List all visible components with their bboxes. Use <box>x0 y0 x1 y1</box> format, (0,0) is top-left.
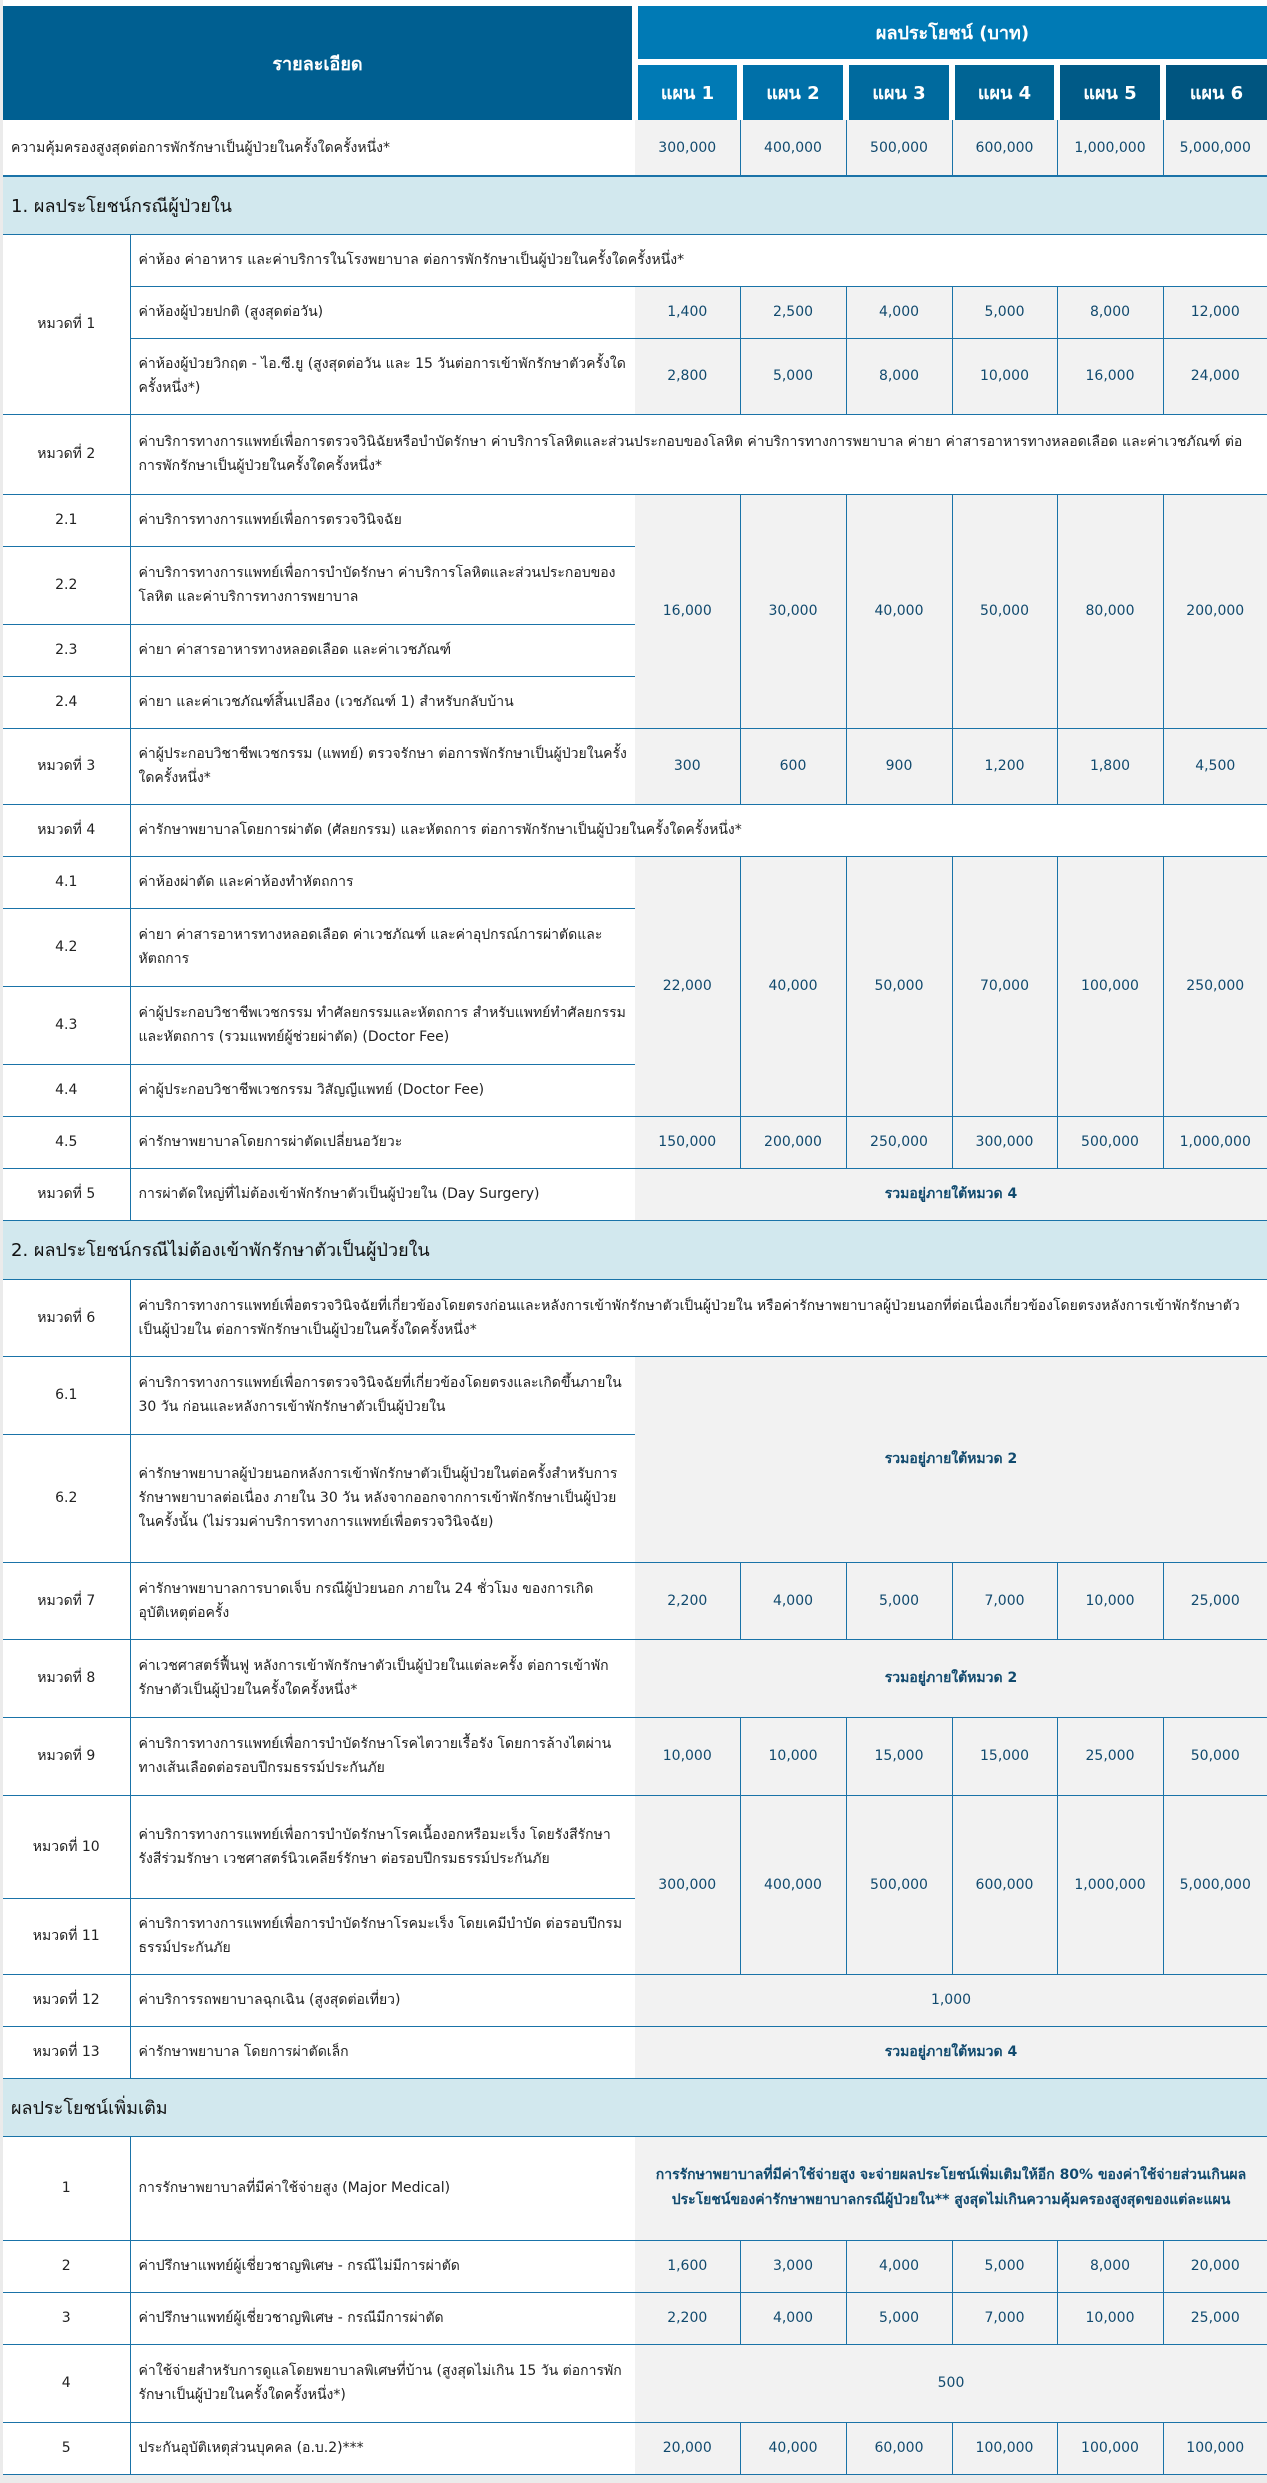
extra-item-number: 3 <box>3 2292 130 2344</box>
plan-value: 10,000 <box>1057 2292 1163 2344</box>
plan-value: 500,000 <box>846 1795 952 1974</box>
max-coverage-value: 300,000 <box>635 120 740 176</box>
plan-value: 300,000 <box>952 1116 1057 1168</box>
plan-value: 2,800 <box>635 338 740 414</box>
sub-item-description: ค่าบริการทางการแพทย์เพื่อการบำบัดรักษา ค่าบริการโลหิตและส่วนประกอบของโลหิต และค่าบริการทางการพยาบาล <box>130 546 635 624</box>
plan-value: 7,000 <box>952 1562 1057 1639</box>
plan-value: 250,000 <box>1163 856 1267 1116</box>
plan-value: 5,000 <box>846 2292 952 2344</box>
plan-value: 24,000 <box>1163 338 1267 414</box>
category-label: หมวดที่ 3 <box>3 728 130 804</box>
plan-value: 5,000 <box>846 1562 952 1639</box>
max-coverage-row <box>3 120 1267 176</box>
category-description: ค่ารักษาพยาบาล โดยการผ่าตัดเล็ก <box>130 2026 635 2078</box>
plan-value: 70,000 <box>952 856 1057 1116</box>
sub-item-description: ค่าห้องผู้ป่วยปกติ (สูงสุดต่อวัน) <box>130 286 635 338</box>
plan-value: 600 <box>740 728 846 804</box>
plan-value: 4,000 <box>846 2240 952 2292</box>
sub-item-description: ค่าบริการทางการแพทย์เพื่อการตรวจวินิจฉัย <box>130 494 635 546</box>
plan-value: 80,000 <box>1057 494 1163 728</box>
section-header-outpatient: 2. ผลประโยชน์กรณีไม่ต้องเข้าพักรักษาตัวเป็นผู้ป่วยใน <box>3 1220 1267 1279</box>
category-description: ค่าบริการทางการแพทย์เพื่อการบำบัดรักษาโรคไตวายเรื้อรัง โดยการล้างไตผ่านทางเส้นเลือดต่อรอบปีกรมธรรม์ประกันภัย <box>130 1717 635 1795</box>
category-label: หมวดที่ 9 <box>3 1717 130 1795</box>
plan-value: 4,500 <box>1163 728 1267 804</box>
plan-value: 200,000 <box>740 1116 846 1168</box>
merged-value: 1,000 <box>635 1974 1267 2026</box>
plan-value: 16,000 <box>635 494 740 728</box>
sub-item-description: ค่าห้องผ่าตัด และค่าห้องทำหัตถการ <box>130 856 635 908</box>
plan-value: 100,000 <box>1057 856 1163 1116</box>
category-label: หมวดที่ 12 <box>3 1974 130 2026</box>
sub-item-description: ค่ายา ค่าสารอาหารทางหลอดเลือด และค่าเวชภัณฑ์ <box>130 624 635 676</box>
plan-value: 3,000 <box>740 2240 846 2292</box>
major-medical-note: การรักษาพยาบาลที่มีค่าใช้จ่ายสูง จะจ่ายผลประโยชน์เพิ่มเติมให้อีก 80% ของค่าใช้จ่ายส่วนเกินผลประโยชน์ของค่ารักษาพยาบาลกรณีผู้ป่วยใน** สูงสุดไม่เกินความคุ้มครองสูงสุดของแต่ละแผน <box>635 2136 1267 2240</box>
category-description: ค่าห้อง ค่าอาหาร และค่าบริการในโรงพยาบาล ต่อการพักรักษาเป็นผู้ป่วยในครั้งใดครั้งหนึ่ง* <box>130 234 1267 286</box>
plan-header: แผน 3 <box>846 62 952 120</box>
plan-value: 22,000 <box>635 856 740 1116</box>
plan-value: 8,000 <box>1057 286 1163 338</box>
plan-value: 150,000 <box>635 1116 740 1168</box>
plan-value: 10,000 <box>740 1717 846 1795</box>
plan-value: 20,000 <box>1163 2240 1267 2292</box>
plan-value: 20,000 <box>635 2422 740 2474</box>
plan-value: 2,200 <box>635 2292 740 2344</box>
category-description: การผ่าตัดใหญ่ที่ไม่ต้องเข้าพักรักษาตัวเป็นผู้ป่วยใน (Day Surgery) <box>130 1168 635 1220</box>
sub-item-number: 4.1 <box>3 856 130 908</box>
plan-value: 2,200 <box>635 1562 740 1639</box>
category-label: หมวดที่ 11 <box>3 1898 130 1974</box>
plan-value: 1,000,000 <box>1163 1116 1267 1168</box>
plan-value: 40,000 <box>740 856 846 1116</box>
plan-value: 8,000 <box>846 338 952 414</box>
sub-item-number: 2.4 <box>3 676 130 728</box>
merged-value: 500 <box>635 2344 1267 2422</box>
sub-item-description: ค่าบริการทางการแพทย์เพื่อการตรวจวินิจฉัยที่เกี่ยวข้องโดยตรงและเกิดขึ้นภายใน 30 วัน ก่อนและหลังการเข้าพักรักษาตัวเป็นผู้ป่วยใน <box>130 1356 635 1434</box>
plan-value: 7,000 <box>952 2292 1057 2344</box>
plan-value: 50,000 <box>846 856 952 1116</box>
plan-value: 1,800 <box>1057 728 1163 804</box>
plan-value: 250,000 <box>846 1116 952 1168</box>
plan-value: 15,000 <box>846 1717 952 1795</box>
max-coverage-label: ความคุ้มครองสูงสุดต่อการพักรักษาเป็นผู้ป่วยในครั้งใดครั้งหนึ่ง* <box>3 120 635 176</box>
plan-value: 400,000 <box>740 1795 846 1974</box>
plan-value: 1,600 <box>635 2240 740 2292</box>
plan-value: 40,000 <box>846 494 952 728</box>
max-coverage-value: 600,000 <box>952 120 1057 176</box>
max-coverage-value: 1,000,000 <box>1057 120 1163 176</box>
benefit-table-container <box>3 0 1267 2475</box>
category-label: หมวดที่ 5 <box>3 1168 130 1220</box>
plan-value: 2,500 <box>740 286 846 338</box>
sub-item-description: ค่ายา และค่าเวชภัณฑ์สิ้นเปลือง (เวชภัณฑ์ 1) สำหรับกลับบ้าน <box>130 676 635 728</box>
plan-value: 200,000 <box>1163 494 1267 728</box>
category-description: ค่าผู้ประกอบวิชาชีพเวชกรรม (แพทย์) ตรวจรักษา ต่อการพักรักษาเป็นผู้ป่วยในครั้งใดครั้งหนึ่ง* <box>130 728 635 804</box>
plan-value: 4,000 <box>740 2292 846 2344</box>
category-description: ค่าบริการทางการแพทย์เพื่อการบำบัดรักษาโรคมะเร็ง โดยเคมีบำบัด ต่อรอบปีกรมธรรม์ประกันภัย <box>130 1898 635 1974</box>
plan-value: 25,000 <box>1057 1717 1163 1795</box>
category-label: หมวดที่ 8 <box>3 1639 130 1717</box>
extra-item-number: 2 <box>3 2240 130 2292</box>
max-coverage-value: 5,000,000 <box>1163 120 1267 176</box>
plan-value: 5,000,000 <box>1163 1795 1267 1974</box>
merged-value: รวมอยู่ภายใต้หมวด 4 <box>635 2026 1267 2078</box>
details-header: รายละเอียด <box>3 6 635 120</box>
plan-value: 50,000 <box>952 494 1057 728</box>
category-label: หมวดที่ 4 <box>3 804 130 856</box>
extra-item-description: ประกันอุบัติเหตุส่วนบุคคล (อ.บ.2)*** <box>130 2422 635 2474</box>
sub-item-description: ค่ายา ค่าสารอาหารทางหลอดเลือด ค่าเวชภัณฑ์ และค่าอุปกรณ์การผ่าตัดและหัตถการ <box>130 908 635 986</box>
category-description: ค่าบริการทางการแพทย์เพื่อการตรวจวินิฉัยหรือบำบัดรักษา ค่าบริการโลหิตและส่วนประกอบของโลหิต ค่าบริการทางการพยาบาล ค่ายา ค่าสารอาหารทางหลอดเลือด และค่าเวชภัณฑ์ ต่อการพักรักษาเป็นผู้ป่วยในครั้งใดครั้งหนึ่ง* <box>130 414 1267 494</box>
category-label: หมวดที่ 6 <box>3 1279 130 1356</box>
sub-item-number: 2.2 <box>3 546 130 624</box>
plan-header: แผน 5 <box>1057 62 1163 120</box>
category-label: หมวดที่ 13 <box>3 2026 130 2078</box>
sub-item-description: ค่าผู้ประกอบวิชาชีพเวชกรรม วิสัญญีแพทย์ (Doctor Fee) <box>130 1064 635 1116</box>
plan-value: 900 <box>846 728 952 804</box>
plan-value: 1,400 <box>635 286 740 338</box>
merged-value: รวมอยู่ภายใต้หมวด 2 <box>635 1356 1267 1562</box>
category-label: หมวดที่ 7 <box>3 1562 130 1639</box>
sub-item-number: 2.1 <box>3 494 130 546</box>
sub-item-number: 4.4 <box>3 1064 130 1116</box>
category-description: ค่าบริการทางการแพทย์เพื่อการบำบัดรักษาโรคเนื้องอกหรือมะเร็ง โดยรังสีรักษา รังสีร่วมรักษา เวชศาสตร์นิวเคลียร์รักษา ต่อรอบปีกรมธรรม์ประกันภัย <box>130 1795 635 1898</box>
plan-value: 50,000 <box>1163 1717 1267 1795</box>
plan-value: 100,000 <box>1057 2422 1163 2474</box>
plan-value: 16,000 <box>1057 338 1163 414</box>
plan-value: 300 <box>635 728 740 804</box>
plan-value: 1,000,000 <box>1057 1795 1163 1974</box>
merged-value: รวมอยู่ภายใต้หมวด 4 <box>635 1168 1267 1220</box>
extra-item-number: 5 <box>3 2422 130 2474</box>
section-header-additional: ผลประโยชน์เพิ่มเติม <box>3 2078 1267 2136</box>
plan-value: 100,000 <box>1163 2422 1267 2474</box>
sub-item-description: ค่าห้องผู้ป่วยวิกฤต - ไอ.ซี.ยู (สูงสุดต่อวัน และ 15 วันต่อการเข้าพักรักษาตัวครั้งใดครั้งหนึ่ง*) <box>130 338 635 414</box>
plan-header: แผน 2 <box>740 62 846 120</box>
category-description: ค่าบริการทางการแพทย์เพื่อตรวจวินิจฉัยที่เกี่ยวข้องโดยตรงก่อนและหลังการเข้าพักรักษาตัวเป็นผู้ป่วยใน หรือค่ารักษาพยาบาลผู้ป่วยนอกที่ต่อเนื่องเกี่ยวข้องโดยตรงหลังการเข้าพักรักษาตัวเป็นผู้ป่วยใน ต่อการพักรักษาเป็นผู้ป่วยในครั้งใดครั้งหนึ่ง* <box>130 1279 1267 1356</box>
category-description: ค่าเวชศาสตร์ฟื้นฟู หลังการเข้าพักรักษาตัวเป็นผู้ป่วยในแต่ละครั้ง ต่อการเข้าพักรักษาตัวเป็นผู้ป่วยในครั้งใดครั้งหนึ่ง* <box>130 1639 635 1717</box>
extra-item-description: ค่าปรึกษาแพทย์ผู้เชี่ยวชาญพิเศษ - กรณีมีการผ่าตัด <box>130 2292 635 2344</box>
max-coverage-value: 400,000 <box>740 120 846 176</box>
extra-item-description: ค่าปรึกษาแพทย์ผู้เชี่ยวชาญพิเศษ - กรณีไม่มีการผ่าตัด <box>130 2240 635 2292</box>
category-label: หมวดที่ 2 <box>3 414 130 494</box>
plan-value: 12,000 <box>1163 286 1267 338</box>
plan-value: 25,000 <box>1163 1562 1267 1639</box>
plan-value: 4,000 <box>846 286 952 338</box>
sub-item-number: 6.2 <box>3 1434 130 1562</box>
plan-value: 10,000 <box>1057 1562 1163 1639</box>
plan-value: 300,000 <box>635 1795 740 1974</box>
plan-value: 100,000 <box>952 2422 1057 2474</box>
sub-item-number: 2.3 <box>3 624 130 676</box>
sub-item-description: ค่ารักษาพยาบาลโดยการผ่าตัดเปลี่ยนอวัยวะ <box>130 1116 635 1168</box>
plan-value: 5,000 <box>952 2240 1057 2292</box>
merged-value: รวมอยู่ภายใต้หมวด 2 <box>635 1639 1267 1717</box>
extra-item-description: ค่าใช้จ่ายสำหรับการดูแลโดยพยาบาลพิเศษที่บ้าน (สูงสุดไม่เกิน 15 วัน ต่อการพักรักษาเป็นผู้ป่วยในครั้งใดครั้งหนึ่ง*) <box>130 2344 635 2422</box>
sub-item-number: 4.3 <box>3 986 130 1064</box>
extra-item-number: 1 <box>3 2136 130 2240</box>
plan-value: 1,200 <box>952 728 1057 804</box>
category-description: ค่ารักษาพยาบาลโดยการผ่าตัด (ศัลยกรรม) และหัตถการ ต่อการพักรักษาเป็นผู้ป่วยในครั้งใดครั้งหนึ่ง* <box>130 804 1267 856</box>
plan-header: แผน 1 <box>635 62 740 120</box>
plan-value: 15,000 <box>952 1717 1057 1795</box>
max-coverage-value: 500,000 <box>846 120 952 176</box>
plan-value: 25,000 <box>1163 2292 1267 2344</box>
extra-item-number: 4 <box>3 2344 130 2422</box>
plan-value: 30,000 <box>740 494 846 728</box>
sub-item-description: ค่ารักษาพยาบาลผู้ป่วยนอกหลังการเข้าพักรักษาตัวเป็นผู้ป่วยในต่อครั้งสำหรับการรักษาพยาบาลต่อเนื่อง ภายใน 30 วัน หลังจากออกจากการเข้าพักรักษาเป็นผู้ป่วยในครั้งนั้น (ไม่รวมค่าบริการทางการแพทย์เพื่อตรวจวินิจฉัย) <box>130 1434 635 1562</box>
sub-item-number: 4.2 <box>3 908 130 986</box>
sub-item-number: 4.5 <box>3 1116 130 1168</box>
plan-value: 60,000 <box>846 2422 952 2474</box>
plan-value: 40,000 <box>740 2422 846 2474</box>
plan-header: แผน 6 <box>1163 62 1267 120</box>
plan-value: 4,000 <box>740 1562 846 1639</box>
plan-value: 5,000 <box>740 338 846 414</box>
category-label: หมวดที่ 10 <box>3 1795 130 1898</box>
section-header-inpatient: 1. ผลประโยชน์กรณีผู้ป่วยใน <box>3 176 1267 234</box>
plan-value: 10,000 <box>635 1717 740 1795</box>
sub-item-description: ค่าผู้ประกอบวิชาชีพเวชกรรม ทำศัลยกรรมและหัตถการ สำหรับแพทย์ทำศัลยกรรม และหัตถการ (รวมแพทย์ผู้ช่วยผ่าตัด) (Doctor Fee) <box>130 986 635 1064</box>
category-label: หมวดที่ 1 <box>3 234 130 414</box>
category-description: ค่าบริการรถพยาบาลฉุกเฉิน (สูงสุดต่อเที่ยว) <box>130 1974 635 2026</box>
plan-header: แผน 4 <box>952 62 1057 120</box>
plan-value: 500,000 <box>1057 1116 1163 1168</box>
plan-value: 8,000 <box>1057 2240 1163 2292</box>
plan-value: 10,000 <box>952 338 1057 414</box>
category-description: ค่ารักษาพยาบาลการบาดเจ็บ กรณีผู้ป่วยนอก ภายใน 24 ชั่วโมง ของการเกิดอุบัติเหตุต่อครั้ง <box>130 1562 635 1639</box>
extra-item-description: การรักษาพยาบาลที่มีค่าใช้จ่ายสูง (Major Medical) <box>130 2136 635 2240</box>
plan-value: 5,000 <box>952 286 1057 338</box>
benefit-table <box>3 0 1267 2475</box>
plan-value: 600,000 <box>952 1795 1057 1974</box>
benefit-header: ผลประโยชน์ (บาท) <box>635 6 1267 62</box>
sub-item-number: 6.1 <box>3 1356 130 1434</box>
